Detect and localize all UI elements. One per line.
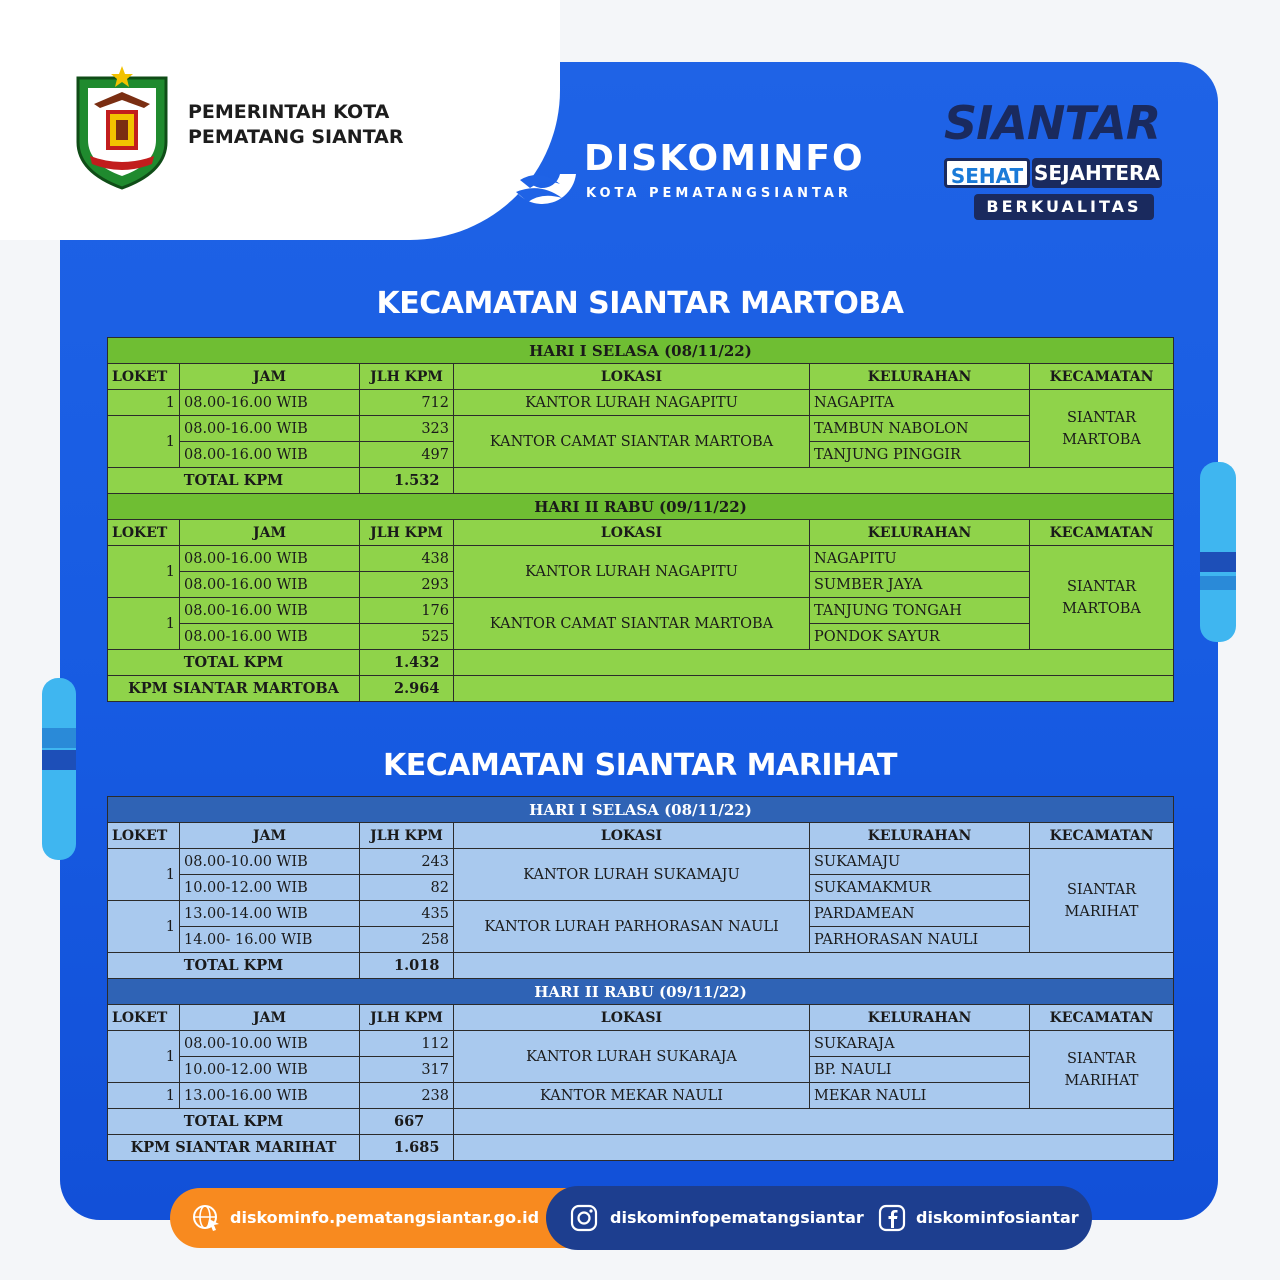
col-kelurahan: KELURAHAN	[810, 364, 1030, 390]
day-band	[108, 979, 1174, 1005]
lokasi-cell: KANTOR LURAH SUKARAJA	[454, 1031, 810, 1083]
diskominfo-swirl-icon	[500, 128, 584, 218]
kecamatan-cell	[1030, 390, 1174, 468]
table-row	[108, 416, 1174, 442]
kecamatan-line-2: MARTOBA	[1062, 431, 1141, 448]
kecamatan-cell	[1030, 849, 1174, 953]
jlh-cell: 438	[360, 546, 454, 572]
table-row	[108, 1031, 1174, 1057]
brand-sejahtera: SEJAHTERA	[1032, 158, 1162, 188]
total-row	[108, 953, 1174, 979]
col-loket: LOKET	[108, 520, 180, 546]
col-kelurahan: KELURAHAN	[810, 1005, 1030, 1031]
column-header-row	[108, 1005, 1174, 1031]
table-row	[108, 598, 1174, 624]
col-lokasi: LOKASI	[454, 520, 810, 546]
jam-cell: 13.00-14.00 WIB	[180, 901, 360, 927]
total-value: 1.432	[360, 650, 454, 676]
jlh-cell: 176	[360, 598, 454, 624]
col-kelurahan: KELURAHAN	[810, 520, 1030, 546]
col-loket: LOKET	[108, 823, 180, 849]
government-name	[188, 100, 404, 150]
kelurahan-cell: NAGAPITA	[810, 390, 1030, 416]
kelurahan-cell: NAGAPITU	[810, 546, 1030, 572]
grand-total-label: KPM SIANTAR MARTOBA	[108, 676, 360, 702]
col-jlh: JLH KPM	[360, 823, 454, 849]
jlh-cell: 238	[360, 1083, 454, 1109]
section-title-marihat: KECAMATAN SIANTAR MARIHAT	[383, 748, 897, 783]
footer	[170, 1186, 1092, 1250]
kecamatan-line-1: SIANTAR	[1066, 578, 1137, 595]
kelurahan-cell: MEKAR NAULI	[810, 1083, 1030, 1109]
table-row	[108, 901, 1174, 927]
col-kecamatan: KECAMATAN	[1030, 1005, 1174, 1031]
col-lokasi: LOKASI	[454, 1005, 810, 1031]
right-decor-bar	[1200, 462, 1236, 642]
total-label: TOTAL KPM	[108, 468, 360, 494]
kecamatan-line-1: SIANTAR	[1066, 1050, 1137, 1067]
kecamatan-line-1: SIANTAR	[1066, 409, 1137, 426]
table-row	[108, 546, 1174, 572]
jam-cell: 08.00-16.00 WIB	[180, 442, 360, 468]
loket-cell: 1	[108, 1031, 180, 1083]
jlh-cell: 497	[360, 442, 454, 468]
kelurahan-cell: SUKAMAKMUR	[810, 875, 1030, 901]
jlh-cell: 525	[360, 624, 454, 650]
lokasi-cell: KANTOR CAMAT SIANTAR MARTOBA	[454, 598, 810, 650]
grand-total-filler	[454, 676, 1174, 702]
grand-total-label: KPM SIANTAR MARIHAT	[108, 1135, 360, 1161]
col-jlh: JLH KPM	[360, 364, 454, 390]
table-row	[108, 849, 1174, 875]
kecamatan-line-1: SIANTAR	[1066, 881, 1137, 898]
gov-line-1: PEMERINTAH KOTA	[188, 101, 390, 123]
total-label: TOTAL KPM	[108, 650, 360, 676]
jam-cell: 08.00-16.00 WIB	[180, 390, 360, 416]
total-filler	[454, 1109, 1174, 1135]
total-filler	[454, 650, 1174, 676]
total-row	[108, 1109, 1174, 1135]
day-band	[108, 338, 1174, 364]
loket-cell: 1	[108, 390, 180, 416]
jam-cell: 08.00-16.00 WIB	[180, 598, 360, 624]
col-lokasi: LOKASI	[454, 823, 810, 849]
lokasi-cell: KANTOR LURAH SUKAMAJU	[454, 849, 810, 901]
brand-sehat: SEHAT	[944, 158, 1030, 188]
jam-cell: 14.00- 16.00 WIB	[180, 927, 360, 953]
table-row	[108, 1083, 1174, 1109]
column-header-row	[108, 823, 1174, 849]
grand-total-filler	[454, 1135, 1174, 1161]
col-jam: JAM	[180, 1005, 360, 1031]
col-lokasi: LOKASI	[454, 364, 810, 390]
day-label: HARI II RABU (09/11/22)	[108, 979, 1174, 1005]
gov-line-2: PEMATANG SIANTAR	[188, 126, 404, 148]
col-jlh: JLH KPM	[360, 1005, 454, 1031]
diskominfo-logo	[500, 128, 900, 218]
total-value: 1.018	[360, 953, 454, 979]
loket-cell: 1	[108, 1083, 180, 1109]
total-filler	[454, 953, 1174, 979]
kelurahan-cell: PONDOK SAYUR	[810, 624, 1030, 650]
day-label: HARI I SELASA (08/11/22)	[108, 338, 1174, 364]
grand-total-value: 2.964	[360, 676, 454, 702]
day-label: HARI II RABU (09/11/22)	[108, 494, 1174, 520]
loket-cell: 1	[108, 901, 180, 953]
brand-berkualitas: BERKUALITAS	[974, 194, 1154, 220]
loket-cell: 1	[108, 849, 180, 901]
jam-cell: 08.00-16.00 WIB	[180, 624, 360, 650]
loket-cell: 1	[108, 416, 180, 468]
col-jam: JAM	[180, 364, 360, 390]
instagram-icon	[570, 1204, 598, 1232]
jam-cell: 08.00-16.00 WIB	[180, 546, 360, 572]
col-jam: JAM	[180, 520, 360, 546]
kelurahan-cell: BP. NAULI	[810, 1057, 1030, 1083]
kecamatan-line-2: MARIHAT	[1064, 1072, 1139, 1089]
jlh-cell: 258	[360, 927, 454, 953]
col-jam: JAM	[180, 823, 360, 849]
column-header-row	[108, 364, 1174, 390]
header	[0, 0, 1280, 250]
day-band	[108, 797, 1174, 823]
table-martoba	[107, 337, 1174, 702]
col-jlh: JLH KPM	[360, 520, 454, 546]
jlh-cell: 293	[360, 572, 454, 598]
kelurahan-cell: PARHORASAN NAULI	[810, 927, 1030, 953]
brand-siantar: SIANTAR	[944, 96, 1161, 150]
col-kecamatan: KECAMATAN	[1030, 823, 1174, 849]
loket-cell: 1	[108, 546, 180, 598]
jam-cell: 08.00-16.00 WIB	[180, 572, 360, 598]
lokasi-cell: KANTOR LURAH NAGAPITU	[454, 546, 810, 598]
col-kelurahan: KELURAHAN	[810, 823, 1030, 849]
section-title-martoba: KECAMATAN SIANTAR MARTOBA	[376, 286, 904, 321]
jlh-cell: 82	[360, 875, 454, 901]
total-label: TOTAL KPM	[108, 1109, 360, 1135]
jam-cell: 13.00-16.00 WIB	[180, 1083, 360, 1109]
globe-cursor-icon	[192, 1204, 220, 1232]
kecamatan-line-2: MARIHAT	[1064, 903, 1139, 920]
jlh-cell: 435	[360, 901, 454, 927]
footer-instagram-link[interactable]: diskominfopematangsiantar	[610, 1208, 864, 1227]
kecamatan-line-2: MARTOBA	[1062, 600, 1141, 617]
column-header-row	[108, 520, 1174, 546]
kecamatan-cell	[1030, 1031, 1174, 1109]
jlh-cell: 712	[360, 390, 454, 416]
total-value: 1.532	[360, 468, 454, 494]
day-label: HARI I SELASA (08/11/22)	[108, 797, 1174, 823]
lokasi-cell: KANTOR MEKAR NAULI	[454, 1083, 810, 1109]
jlh-cell: 243	[360, 849, 454, 875]
col-loket: LOKET	[108, 1005, 180, 1031]
kelurahan-cell: TANJUNG TONGAH	[810, 598, 1030, 624]
kelurahan-cell: TAMBUN NABOLON	[810, 416, 1030, 442]
kelurahan-cell: PARDAMEAN	[810, 901, 1030, 927]
jam-cell: 10.00-12.00 WIB	[180, 1057, 360, 1083]
grand-total-value: 1.685	[360, 1135, 454, 1161]
grand-total-row	[108, 1135, 1174, 1161]
lokasi-cell: KANTOR LURAH PARHORASAN NAULI	[454, 901, 810, 953]
lokasi-cell: KANTOR CAMAT SIANTAR MARTOBA	[454, 416, 810, 468]
total-label: TOTAL KPM	[108, 953, 360, 979]
lokasi-cell: KANTOR LURAH NAGAPITU	[454, 390, 810, 416]
jam-cell: 08.00-10.00 WIB	[180, 1031, 360, 1057]
kelurahan-cell: SUKARAJA	[810, 1031, 1030, 1057]
total-value: 667	[360, 1109, 454, 1135]
diskominfo-subtitle: KOTA PEMATANGSIANTAR	[586, 186, 852, 201]
kecamatan-cell	[1030, 546, 1174, 650]
total-filler	[454, 468, 1174, 494]
jlh-cell: 317	[360, 1057, 454, 1083]
kelurahan-cell: TANJUNG PINGGIR	[810, 442, 1030, 468]
jlh-cell: 323	[360, 416, 454, 442]
kelurahan-cell: SUKAMAJU	[810, 849, 1030, 875]
facebook-icon	[878, 1204, 906, 1232]
jam-cell: 08.00-10.00 WIB	[180, 849, 360, 875]
total-row	[108, 650, 1174, 676]
col-kecamatan: KECAMATAN	[1030, 520, 1174, 546]
col-loket: LOKET	[108, 364, 180, 390]
col-kecamatan: KECAMATAN	[1030, 364, 1174, 390]
jam-cell: 10.00-12.00 WIB	[180, 875, 360, 901]
grand-total-row	[108, 676, 1174, 702]
table-marihat	[107, 796, 1174, 1161]
footer-website-link[interactable]: diskominfo.pematangsiantar.go.id	[230, 1208, 540, 1227]
diskominfo-wordmark: DISKOMINFO	[584, 138, 865, 179]
jlh-cell: 112	[360, 1031, 454, 1057]
loket-cell: 1	[108, 598, 180, 650]
table-row	[108, 390, 1174, 416]
kelurahan-cell: SUMBER JAYA	[810, 572, 1030, 598]
jam-cell: 08.00-16.00 WIB	[180, 416, 360, 442]
total-row	[108, 468, 1174, 494]
siantar-sehat-logo	[934, 96, 1194, 236]
day-band	[108, 494, 1174, 520]
city-crest-icon	[70, 64, 174, 192]
footer-facebook-link[interactable]: diskominfosiantar	[916, 1208, 1079, 1227]
